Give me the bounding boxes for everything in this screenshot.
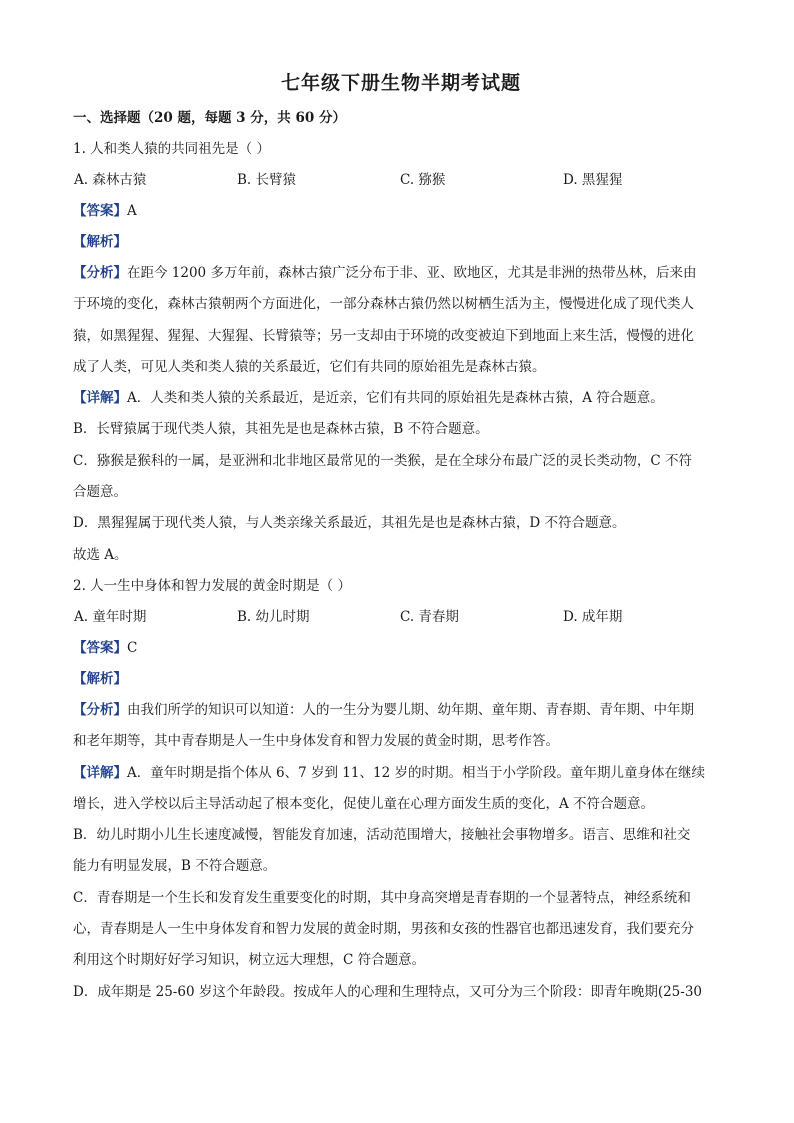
section-heading: 一、选择题（20 题，每题 3 分，共 60 分） <box>73 110 346 126</box>
explanation-label: 【解析】 <box>73 670 127 687</box>
question-1-options <box>73 165 723 196</box>
detail-line: D．成年期是 25-60 岁这个年龄段。按成年人的心理和生理特点，又可分为三个阶段：即青年晚期(25-30 <box>73 983 703 1000</box>
question-1-answer <box>73 196 723 227</box>
question-1-explanation-heading <box>73 227 723 258</box>
option-d: D. 黑猩猩 <box>563 172 623 188</box>
detail-line: 故选 A。 <box>73 546 128 563</box>
question-2-explanation-heading <box>73 664 723 695</box>
detail-line: 增长，进入学校以后主导活动起了根本变化，促使儿童在心理方面发生质的变化，A 不符合题意。 <box>73 795 655 812</box>
detail-line: 合题意。 <box>73 484 127 501</box>
detail-line: B．长臂猿属于现代类人猿，其祖先是也是森林古猿，B 不符合题意。 <box>73 421 489 438</box>
option-b: B. 长臂猿 <box>237 172 297 188</box>
detail-label: 【详解】 <box>73 390 127 407</box>
question-2-stem: 2. 人一生中身体和智力发展的黄金时期是（ ） <box>73 577 351 594</box>
detail-line: C．青春期是一个生长和发育发生重要变化的时期，其中身高突增是青春期的一个显著特点，神经系统和 <box>73 889 691 906</box>
option-b: B. 幼儿时期 <box>237 608 310 625</box>
answer-value: A <box>127 203 137 219</box>
detail-line: 利用这个时期好好学习知识，树立远大理想，C 符合题意。 <box>73 952 426 969</box>
document-page <box>73 70 723 1008</box>
answer-value: C <box>127 639 138 656</box>
option-c: C. 青春期 <box>400 608 459 625</box>
analysis-line: 猿，如黑猩猩、猩猩、大猩猩、长臂猿等；另一支却由于环境的改变被迫下到地面上来生活，慢慢的进化 <box>73 327 694 344</box>
question-2-answer <box>73 633 723 664</box>
option-d: D. 成年期 <box>563 608 623 625</box>
detail-line: A．人类和类人猿的关系最近，是近亲，它们有共同的原始祖先是森林古猿，A 符合题意。 <box>127 390 664 407</box>
detail-line: 心，青春期是人一生中身体发育和智力发展的黄金时期，男孩和女孩的性器官也都迅速发育，我们要充分 <box>73 921 694 938</box>
explanation-label: 【解析】 <box>73 234 127 250</box>
analysis-line: 和老年期等，其中青春期是人一生中身体发育和智力发展的黄金时期，思考作答。 <box>73 733 559 750</box>
detail-label: 【详解】 <box>73 764 127 781</box>
analysis-line: 由我们所学的知识可以知道：人的一生分为婴儿期、幼年期、童年期、青春期、青年期、中年期 <box>127 701 694 718</box>
analysis-line: 于环境的变化，森林古猿朝两个方面进化，一部分森林古猿仍然以树栖生活为主，慢慢进化成了现代类人 <box>73 296 694 313</box>
answer-label: 【答案】 <box>73 203 127 219</box>
detail-line: B．幼儿时期小儿生长速度减慢，智能发育加速，活动范围增大，接触社会事物增多。语言、思维和社交 <box>73 827 691 844</box>
analysis-label: 【分析】 <box>73 701 127 718</box>
option-c: C. 猕猴 <box>400 172 446 188</box>
question-2-detail <box>73 758 723 1008</box>
question-2-analysis <box>73 695 723 758</box>
detail-line: A．童年时期是指个体从 6、7 岁到 11、12 岁的时期。相当于小学阶段。童年期儿童身体在继续 <box>127 764 705 781</box>
question-2-options <box>73 602 723 633</box>
question-1-stem: 1. 人和类人猿的共同祖先是（ ） <box>73 141 270 157</box>
option-a: A. 森林古猿 <box>74 172 147 188</box>
analysis-label: 【分析】 <box>73 265 127 281</box>
detail-line: 能力有明显发展，B 不符合题意。 <box>73 858 277 875</box>
detail-line: C．猕猴是猴科的一属，是亚洲和北非地区最常见的一类猴，是在全球分布最广泛的灵长类动物，C 不符 <box>73 452 692 469</box>
analysis-line: 成了人类，可见人类和类人猿的关系最近，它们有共同的原始祖先是森林古猿。 <box>73 358 546 375</box>
answer-label: 【答案】 <box>73 639 127 656</box>
option-a: A. 童年时期 <box>74 608 147 625</box>
question-1-analysis <box>73 258 723 383</box>
detail-line: D．黑猩猩属于现代类人猿，与人类亲缘关系最近，其祖先是也是森林古猿，D 不符合题意。 <box>73 515 626 532</box>
analysis-line: 在距今 1200 多万年前，森林古猿广泛分布于非、亚、欧地区，尤其是非洲的热带丛林，后来由 <box>127 265 697 281</box>
document-title: 七年级下册生物半期考试题 <box>280 72 521 94</box>
question-1-detail <box>73 383 723 571</box>
